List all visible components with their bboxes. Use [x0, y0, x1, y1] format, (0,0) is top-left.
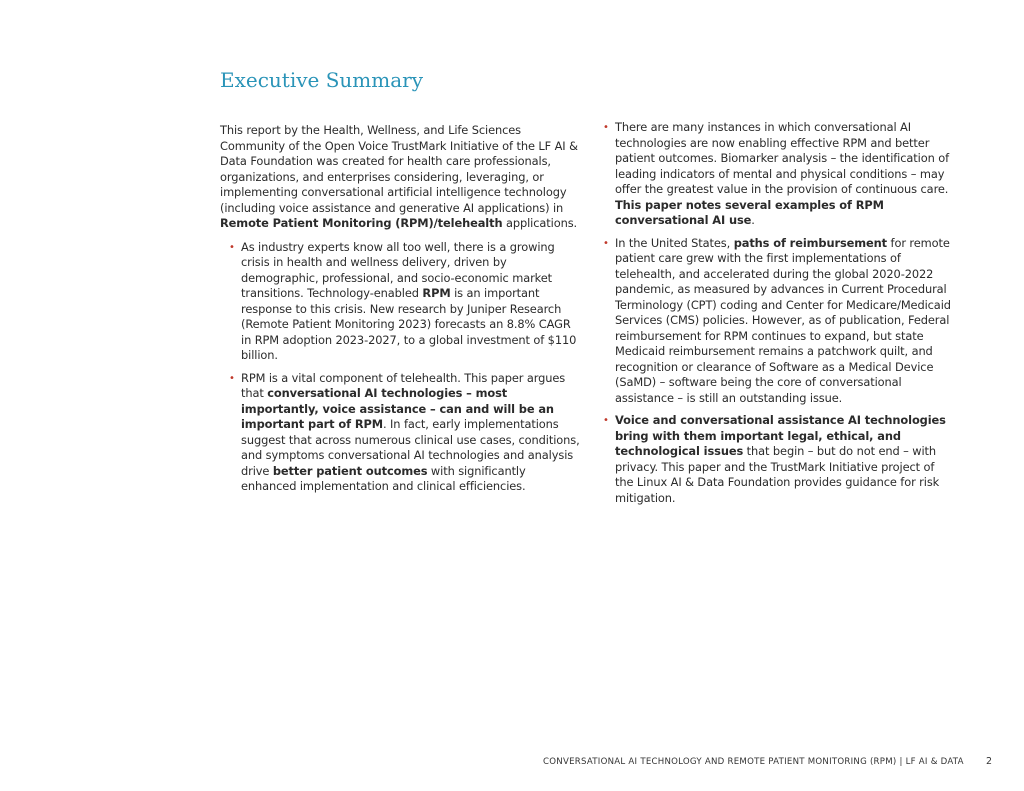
bullet-bold: This paper notes several examples of RPM conversational AI use: [615, 197, 884, 227]
bullet-bold: Voice and conversational assistance AI technologies bring with them important legal, ethical, and technological issues: [615, 413, 946, 458]
page-title: Executive Summary: [220, 68, 424, 92]
intro-text-2: applications.: [502, 216, 578, 230]
right-bullet-list: [603, 120, 951, 506]
left-column: [220, 123, 580, 495]
bullet-item: [603, 120, 951, 229]
bullet-bold: better patient outcomes: [272, 463, 428, 478]
bullet-text: is an important response to this crisis. New research by Juniper Research (Remote Patient Monitoring 2023) forecasts an 8.8% CAGR in RPM adoption 2023-2027, to a global investment of $110 billion.: [241, 286, 577, 362]
bullet-text: with significantly enhanced implementation and clinical efficiencies.: [241, 463, 526, 493]
bullet-text: for remote patient care grew with the first implementations of telehealth, and accelerated during the global 2020-2022 pandemic, as measured by advances in Current Procedural Terminology (CPT) coding and Center for Medicare/Medicaid Services (CMS) policies. However, as of publication, Federal reimbursement for RPM continues to expand, but state Medicaid reimbursement remains a patchwork quilt, and recognition or clearance of Software as a Medical Device (SaMD) – software being the core of conversational assistance – is still an outstanding issue.: [615, 235, 951, 405]
bullet-text: . In fact, early implementations suggest that across numerous clinical use cases, conditions, and symptoms conversational AI technologies and analysis drive: [241, 417, 580, 478]
bullet-item: [229, 371, 580, 495]
bullet-bold: RPM: [422, 286, 451, 300]
bullet-bold: conversational AI technologies – most importantly, voice assistance – can and will be an important part of RPM: [241, 386, 554, 431]
bullet-dot-icon: •: [603, 237, 609, 249]
intro-text-1: This report by the Health, Wellness, and Life Sciences Community of the Open Voice TrustMark Initiative of the LF AI & Data Foundation was created for health care professionals, organizations, and enterprises considering, leveraging, or implementing conversational artificial intelligence technology (including voice assistance and generative AI applications) in: [220, 123, 578, 215]
bullet-dot-icon: •: [229, 372, 235, 384]
bullet-bold: paths of reimbursement: [733, 235, 888, 250]
bullet-item: [603, 413, 951, 506]
bullet-item: [229, 240, 580, 364]
bullet-text: There are many instances in which conversational AI technologies are now enabling effective RPM and better patient outcomes. Biomarker analysis – the identification of leading indicators of mental and physical conditions – may offer the greatest value in the provision of continuous care.: [615, 120, 949, 196]
bullet-dot-icon: •: [229, 241, 235, 253]
bullet-text: that begin – but do not end – with privacy. This paper and the TrustMark Initiative project of the Linux AI & Data Foundation provides guidance for risk mitigation.: [615, 444, 940, 505]
bullet-text: .: [751, 213, 755, 227]
intro-paragraph: [220, 123, 580, 232]
bullet-text: In the United States,: [615, 235, 734, 250]
bullet-item: [603, 236, 951, 407]
bullet-text: As industry experts know all too well, there is a growing crisis in health and wellness delivery, driven by demographic, professional, and socio-economic market transitions. Technology-enabled: [241, 239, 555, 300]
bullet-text: RPM is a vital component of telehealth. This paper argues that: [241, 370, 566, 400]
bullet-dot-icon: •: [603, 122, 609, 133]
bullet-dot-icon: •: [603, 415, 609, 426]
right-column: [603, 120, 951, 506]
page-number: 2: [986, 756, 993, 767]
left-bullet-list: [229, 240, 580, 495]
intro-bold-1: Remote Patient Monitoring (RPM)/telehealth: [220, 216, 503, 230]
page-footer: CONVERSATIONAL AI TECHNOLOGY AND REMOTE PATIENT MONITORING (RPM) | LF AI & DATA: [543, 757, 964, 767]
